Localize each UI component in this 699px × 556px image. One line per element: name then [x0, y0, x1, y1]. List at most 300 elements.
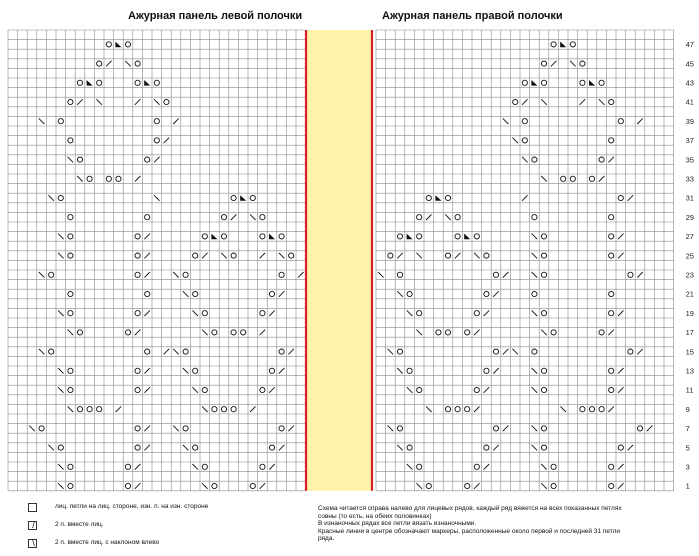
yarn-over-mark — [609, 483, 614, 488]
ssk-mark — [541, 330, 547, 336]
k2tog-mark — [628, 445, 634, 451]
yarn-over-mark — [68, 138, 73, 143]
row-label: 3 — [685, 462, 690, 472]
yarn-over-mark — [125, 464, 130, 469]
yarn-over-mark — [279, 234, 284, 239]
yarn-over-mark — [135, 445, 140, 450]
yarn-over-mark — [599, 330, 604, 335]
yarn-over-mark — [599, 407, 604, 412]
row-label: 1 — [685, 481, 690, 491]
yarn-over-mark — [541, 80, 546, 85]
left-panel-title: Ажурная панель левой полочки — [128, 10, 303, 22]
yarn-over-mark — [541, 445, 546, 450]
row-label: 13 — [685, 366, 694, 376]
yarn-over-mark — [609, 311, 614, 316]
yarn-over-mark — [465, 407, 470, 412]
ssk-mark — [250, 214, 256, 220]
yarn-over-mark — [135, 368, 140, 373]
ssk-mark — [416, 330, 422, 336]
k2tog-mark — [288, 349, 294, 355]
ssk-mark — [183, 368, 189, 374]
yarn-over-mark — [183, 349, 188, 354]
row-label: 17 — [685, 328, 694, 338]
decrease-mark — [240, 195, 246, 201]
yarn-over-mark — [628, 272, 633, 277]
decrease-mark — [589, 80, 595, 86]
k2tog-mark — [551, 61, 557, 67]
yarn-over-mark — [97, 80, 102, 85]
yarn-over-mark — [417, 311, 422, 316]
yarn-over-mark — [589, 407, 594, 412]
row-label: 19 — [685, 308, 694, 318]
k2tog-mark — [144, 368, 150, 374]
k2tog-symbol-icon: / — [28, 521, 37, 530]
yarn-over-mark — [221, 215, 226, 220]
yarn-over-mark — [193, 368, 198, 373]
k2tog-mark — [647, 426, 653, 432]
k2tog-mark — [493, 368, 499, 374]
ssk-mark — [416, 253, 422, 259]
yarn-over-mark — [135, 272, 140, 277]
yarn-over-mark — [532, 215, 537, 220]
yarn-over-mark — [77, 407, 82, 412]
yarn-over-mark — [145, 215, 150, 220]
yarn-over-mark — [231, 253, 236, 258]
ssk-mark — [407, 464, 413, 470]
ssk-mark — [541, 483, 547, 489]
yarn-over-mark — [541, 368, 546, 373]
ssk-mark — [58, 234, 64, 240]
yarn-over-mark — [417, 234, 422, 239]
k2tog-mark — [269, 464, 275, 470]
yarn-over-mark — [87, 176, 92, 181]
yarn-over-mark — [388, 253, 393, 258]
k2tog-mark — [135, 330, 141, 336]
ssk-mark — [58, 483, 64, 489]
yarn-over-mark — [145, 291, 150, 296]
yarn-over-mark — [125, 330, 130, 335]
k2tog-mark — [455, 253, 461, 259]
ssk-mark — [58, 253, 64, 259]
yarn-over-mark — [561, 176, 566, 181]
left-panel-grid — [8, 30, 306, 491]
yarn-over-mark — [474, 387, 479, 392]
yarn-over-mark — [202, 311, 207, 316]
yarn-over-mark — [202, 387, 207, 392]
k2tog-mark — [106, 61, 112, 67]
ssk-mark — [192, 310, 198, 316]
yarn-over-mark — [269, 291, 274, 296]
ssk-mark — [39, 118, 45, 124]
yarn-over-mark — [231, 195, 236, 200]
yarn-over-mark — [39, 426, 44, 431]
ssk-mark — [503, 118, 509, 124]
row-label: 27 — [685, 232, 694, 242]
yarn-over-mark — [164, 99, 169, 104]
k2tog-mark — [522, 195, 528, 201]
yarn-over-mark — [397, 426, 402, 431]
yarn-over-mark — [599, 80, 604, 85]
yarn-over-mark — [474, 464, 479, 469]
yarn-over-mark — [97, 61, 102, 66]
yarn-over-mark — [135, 80, 140, 85]
yarn-over-mark — [145, 157, 150, 162]
ssk-mark — [173, 426, 179, 432]
yarn-over-mark — [97, 407, 102, 412]
yarn-over-mark — [599, 157, 604, 162]
ssk-mark — [512, 349, 518, 355]
k2tog-mark — [164, 349, 170, 355]
ssk-mark — [388, 426, 394, 432]
yarn-over-mark — [125, 42, 130, 47]
yarn-over-mark — [397, 349, 402, 354]
yarn-over-mark — [580, 61, 585, 66]
yarn-over-mark — [474, 234, 479, 239]
legend-text: лиц. петли на лиц. стороне, изн. п. на изн. стороне — [55, 503, 209, 510]
note-line: В изнаночных рядах все петли вязать изнаночными. — [318, 520, 477, 527]
row-label: 37 — [685, 136, 694, 146]
ssk-mark — [397, 291, 403, 297]
yarn-over-mark — [493, 272, 498, 277]
ssk-mark — [416, 483, 422, 489]
yarn-over-mark — [532, 349, 537, 354]
yarn-over-mark — [269, 368, 274, 373]
ssk-mark — [68, 330, 74, 336]
note-line: Красные линии в центре обозначают маркеры, расположенные около первой и последней 31 петли — [318, 527, 621, 535]
yarn-over-mark — [436, 330, 441, 335]
k2tog-mark — [637, 118, 643, 124]
row-label: 21 — [685, 289, 694, 299]
yarn-over-mark — [289, 253, 294, 258]
yarn-over-mark — [68, 464, 73, 469]
yarn-over-mark — [541, 387, 546, 392]
row-label: 43 — [685, 78, 694, 88]
decrease-mark — [435, 195, 441, 201]
yarn-over-mark — [221, 234, 226, 239]
ssk-mark — [58, 464, 64, 470]
k2tog-mark — [484, 464, 490, 470]
right-panel-grid — [376, 30, 674, 491]
yarn-over-mark — [445, 195, 450, 200]
yarn-over-mark — [68, 234, 73, 239]
row-label: 15 — [685, 347, 694, 357]
yarn-over-mark — [445, 253, 450, 258]
ssk-mark — [58, 310, 64, 316]
ssk-mark — [541, 176, 547, 182]
ssk-mark — [532, 445, 538, 451]
yarn-over-mark — [260, 215, 265, 220]
yarn-over-mark — [212, 407, 217, 412]
yarn-over-mark — [397, 272, 402, 277]
yarn-over-mark — [541, 426, 546, 431]
yarn-over-mark — [106, 176, 111, 181]
k2tog-mark — [298, 272, 304, 278]
yarn-over-mark — [260, 387, 265, 392]
yarn-over-mark — [193, 291, 198, 296]
k2tog-mark — [618, 387, 624, 393]
k2tog-mark — [608, 406, 614, 412]
yarn-over-mark — [609, 368, 614, 373]
yarn-over-mark — [231, 407, 236, 412]
k2tog-mark — [608, 330, 614, 336]
decrease-mark — [87, 80, 93, 86]
right-panel-title: Ажурная панель правой полочки — [382, 10, 563, 22]
k2tog-mark — [231, 214, 237, 220]
yarn-over-mark — [87, 407, 92, 412]
yarn-over-mark — [260, 311, 265, 316]
yarn-over-mark — [455, 407, 460, 412]
ssk-symbol-icon: \ — [28, 539, 37, 548]
k2tog-mark — [618, 464, 624, 470]
yarn-over-mark — [135, 253, 140, 258]
ssk-mark — [192, 464, 198, 470]
row-label: 25 — [685, 251, 694, 261]
ssk-mark — [378, 272, 384, 278]
ssk-mark — [599, 99, 605, 105]
ssk-mark — [154, 99, 160, 105]
yarn-over-mark — [541, 311, 546, 316]
row-label: 5 — [685, 443, 690, 453]
yarn-over-mark — [609, 99, 614, 104]
yarn-over-mark — [417, 464, 422, 469]
k2tog-mark — [484, 387, 490, 393]
k2tog-mark — [250, 406, 256, 412]
yarn-over-mark — [279, 272, 284, 277]
k2tog-mark — [580, 99, 586, 105]
row-label: 29 — [685, 212, 694, 222]
ssk-mark — [96, 99, 102, 105]
k2tog-mark — [608, 157, 614, 163]
yarn-over-mark — [484, 253, 489, 258]
yarn-over-mark — [241, 330, 246, 335]
yarn-over-mark — [522, 138, 527, 143]
yarn-over-mark — [202, 234, 207, 239]
yarn-over-mark — [135, 426, 140, 431]
ssk-mark — [560, 406, 566, 412]
k2tog-mark — [144, 272, 150, 278]
k2tog-mark — [618, 234, 624, 240]
yarn-over-mark — [609, 387, 614, 392]
yarn-over-mark — [135, 61, 140, 66]
yarn-over-mark — [183, 426, 188, 431]
k2tog-mark — [135, 99, 141, 105]
yarn-over-mark — [426, 195, 431, 200]
k2tog-mark — [628, 195, 634, 201]
yarn-over-mark — [580, 80, 585, 85]
k2tog-mark — [474, 483, 480, 489]
yarn-over-mark — [250, 483, 255, 488]
k2tog-mark — [77, 99, 83, 105]
yarn-over-mark — [49, 272, 54, 277]
decrease-mark — [560, 42, 566, 48]
yarn-over-mark — [231, 330, 236, 335]
yarn-over-mark — [522, 80, 527, 85]
yarn-over-mark — [68, 215, 73, 220]
yarn-over-mark — [193, 253, 198, 258]
ssk-mark — [397, 368, 403, 374]
ssk-mark — [48, 445, 54, 451]
yarn-over-mark — [541, 234, 546, 239]
k2tog-mark — [493, 291, 499, 297]
row-label: 45 — [685, 59, 694, 69]
ssk-mark — [522, 157, 528, 163]
ssk-mark — [512, 138, 518, 144]
row-label: 23 — [685, 270, 694, 280]
yarn-over-mark — [202, 464, 207, 469]
ssk-mark — [279, 253, 285, 259]
k2tog-mark — [279, 291, 285, 297]
ssk-mark — [58, 387, 64, 393]
k2tog-mark — [474, 330, 480, 336]
k2tog-mark — [599, 176, 605, 182]
row-label: 7 — [685, 424, 690, 434]
decrease-mark — [464, 234, 470, 240]
yarn-over-mark — [58, 195, 63, 200]
legend-item-knit — [28, 503, 208, 512]
k2tog-mark — [493, 445, 499, 451]
yarn-over-mark — [212, 330, 217, 335]
yarn-over-mark — [455, 215, 460, 220]
ssk-mark — [532, 426, 538, 432]
yarn-over-mark — [135, 311, 140, 316]
k2tog-mark — [202, 253, 208, 259]
yarn-over-mark — [445, 407, 450, 412]
k2tog-mark — [426, 214, 432, 220]
yarn-over-mark — [513, 99, 518, 104]
ssk-mark — [183, 445, 189, 451]
yarn-over-mark — [279, 349, 284, 354]
yarn-over-mark — [618, 195, 623, 200]
note-line: ряда. — [318, 535, 335, 542]
yarn-over-mark — [135, 234, 140, 239]
yarn-over-mark — [68, 291, 73, 296]
legend-text: 2 п. вместе лиц. — [55, 521, 104, 528]
ssk-mark — [192, 387, 198, 393]
yarn-over-mark — [417, 215, 422, 220]
yarn-over-mark — [532, 157, 537, 162]
yarn-over-mark — [221, 407, 226, 412]
ssk-mark — [125, 61, 131, 67]
ssk-mark — [570, 61, 576, 67]
row-label: 33 — [685, 174, 694, 184]
ssk-mark — [202, 406, 208, 412]
ssk-mark — [532, 234, 538, 240]
ssk-mark — [58, 368, 64, 374]
yarn-over-mark — [609, 253, 614, 258]
yarn-over-mark — [269, 445, 274, 450]
note-line: совны (то есть, на обеих половинках) — [318, 512, 432, 520]
yarn-over-mark — [68, 253, 73, 258]
yarn-over-mark — [68, 483, 73, 488]
row-label: 47 — [685, 40, 694, 50]
yarn-over-mark — [445, 330, 450, 335]
yarn-over-mark — [407, 291, 412, 296]
yarn-over-mark — [541, 272, 546, 277]
yarn-over-mark — [465, 483, 470, 488]
row-label: 39 — [685, 116, 694, 126]
yarn-over-mark — [250, 195, 255, 200]
k2tog-mark — [397, 253, 403, 259]
yarn-over-mark — [407, 445, 412, 450]
k2tog-mark — [144, 387, 150, 393]
ssk-mark — [388, 349, 394, 355]
yarn-over-mark — [609, 234, 614, 239]
k2tog-mark — [637, 272, 643, 278]
yarn-over-mark — [484, 368, 489, 373]
yarn-over-mark — [522, 119, 527, 124]
yarn-over-mark — [260, 234, 265, 239]
yarn-over-mark — [77, 157, 82, 162]
k2tog-mark — [260, 483, 266, 489]
yarn-over-mark — [532, 291, 537, 296]
yarn-over-mark — [474, 311, 479, 316]
ssk-mark — [532, 310, 538, 316]
yarn-over-mark — [397, 234, 402, 239]
ssk-mark — [407, 387, 413, 393]
k2tog-mark — [260, 253, 266, 259]
ssk-mark — [445, 214, 451, 220]
yarn-over-mark — [484, 291, 489, 296]
yarn-over-mark — [618, 445, 623, 450]
k2tog-mark — [144, 426, 150, 432]
yarn-over-mark — [154, 119, 159, 124]
k2tog-mark — [269, 387, 275, 393]
k2tog-mark — [618, 483, 624, 489]
ssk-mark — [68, 157, 74, 163]
yarn-over-mark — [145, 349, 150, 354]
yarn-over-mark — [212, 483, 217, 488]
decrease-mark — [115, 42, 121, 48]
center-band — [306, 30, 372, 491]
ssk-mark — [397, 445, 403, 451]
decrease-mark — [269, 234, 275, 240]
yarn-over-mark — [417, 387, 422, 392]
ssk-mark — [202, 483, 208, 489]
note-line: Схема читается справа налево для лицевых рядов, каждый ряд вяжется на всех показанных петлях — [318, 505, 622, 512]
decrease-mark — [211, 234, 217, 240]
yarn-over-mark — [618, 119, 623, 124]
yarn-over-mark — [407, 368, 412, 373]
row-label: 35 — [685, 155, 694, 165]
yarn-over-mark — [58, 119, 63, 124]
k2tog-mark — [618, 310, 624, 316]
yarn-over-mark — [609, 215, 614, 220]
k2tog-mark — [618, 368, 624, 374]
k2tog-mark — [135, 483, 141, 489]
k2tog-mark — [269, 310, 275, 316]
yarn-over-mark — [570, 176, 575, 181]
ssk-mark — [474, 253, 480, 259]
decrease-mark — [144, 80, 150, 86]
yarn-over-mark — [193, 445, 198, 450]
yarn-over-mark — [551, 464, 556, 469]
k2tog-mark — [164, 138, 170, 144]
legend-item-k2tog — [28, 521, 104, 530]
k2tog-mark — [116, 406, 122, 412]
ssk-mark — [532, 253, 538, 259]
yarn-over-mark — [541, 253, 546, 258]
row-label: 41 — [685, 97, 694, 107]
ssk-mark — [221, 253, 227, 259]
ssk-mark — [541, 99, 547, 105]
yarn-over-mark — [135, 387, 140, 392]
k2tog-mark — [144, 253, 150, 259]
k2tog-mark — [135, 464, 141, 470]
yarn-over-mark — [551, 483, 556, 488]
k2tog-mark — [279, 445, 285, 451]
chart-notes — [318, 505, 678, 543]
yarn-over-mark — [68, 368, 73, 373]
